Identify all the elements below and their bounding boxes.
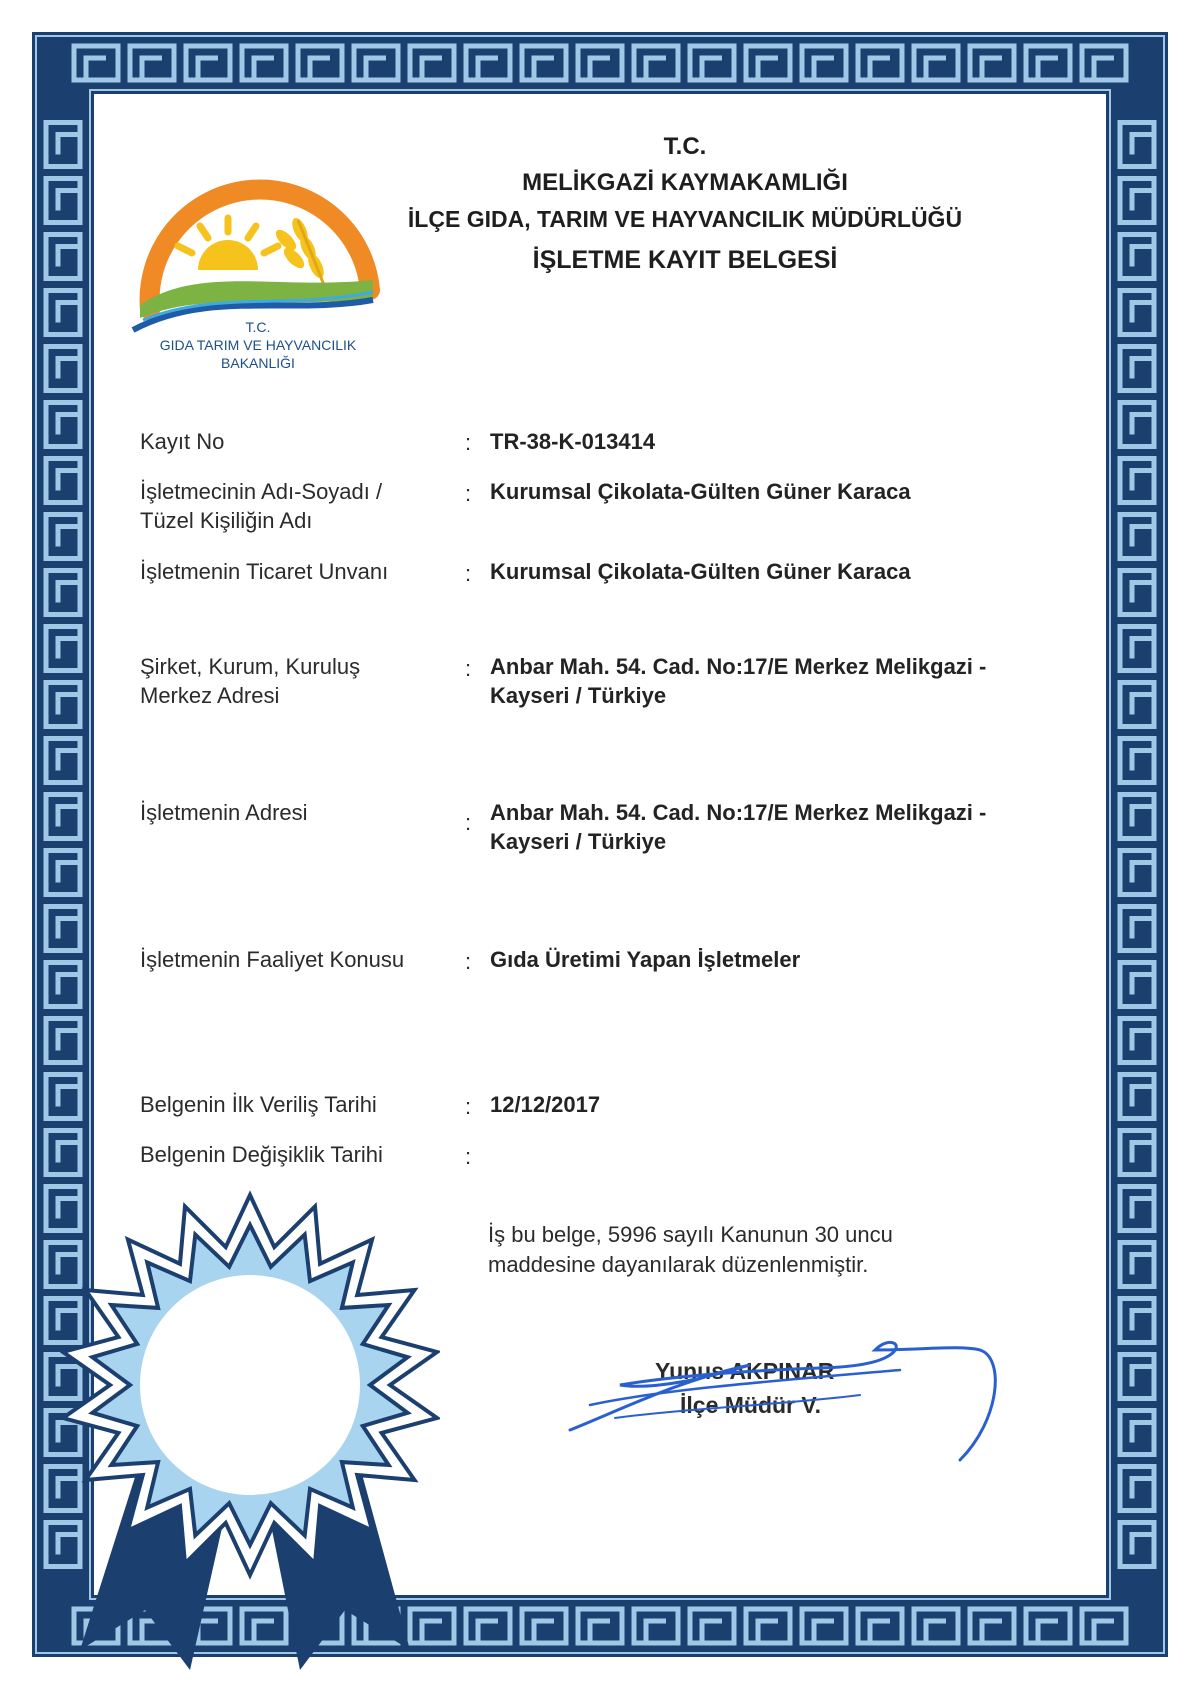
- value-merkez-adres-2: Kayseri / Türkiye: [490, 683, 667, 708]
- label-kayit-no: Kayıt No: [140, 429, 225, 454]
- label-degisiklik: Belgenin Değişiklik Tarihi: [140, 1142, 383, 1167]
- colon: :: [465, 1094, 472, 1119]
- header-mudurluk: İLÇE GIDA, TARIM VE HAYVANCILIK MÜDÜRLÜĞÜ: [407, 206, 963, 232]
- value-ticaret-unvani: Kurumsal Çikolata-Gülten Güner Karaca: [490, 559, 911, 584]
- value-merkez-adres-1: Anbar Mah. 54. Cad. No:17/E Merkez Melikgazi -: [490, 654, 987, 679]
- label-isletmeci-2: Tüzel Kişiliğin Adı: [140, 508, 313, 533]
- logo-caption: [128, 318, 388, 372]
- value-faaliyet: Gıda Üretimi Yapan İşletmeler: [490, 947, 801, 972]
- colon: :: [465, 810, 472, 835]
- label-isletmeci-1: İşletmecinin Adı-Soyadı /: [140, 479, 383, 504]
- label-isletme-adres: İşletmenin Adresi: [140, 800, 308, 825]
- colon: :: [465, 949, 472, 974]
- logo-caption-tc: T.C.: [245, 319, 271, 335]
- label-ticaret-unvani: İşletmenin Ticaret Unvanı: [140, 559, 389, 584]
- legal-note-line-1: İş bu belge, 5996 sayılı Kanunun 30 uncu: [488, 1222, 893, 1247]
- legal-note-line-2: maddesine dayanılarak düzenlenmiştir.: [488, 1252, 869, 1277]
- signatory-title: İlçe Müdür V.: [680, 1392, 822, 1418]
- label-ilk-verilis: Belgenin İlk Veriliş Tarihi: [140, 1092, 377, 1117]
- value-isletmeci: Kurumsal Çikolata-Gülten Güner Karaca: [490, 479, 911, 504]
- logo-caption-ministry: GIDA TARIM VE HAYVANCILIK: [159, 337, 357, 353]
- label-faaliyet: İşletmenin Faaliyet Konusu: [140, 947, 405, 972]
- colon: :: [465, 430, 472, 455]
- logo-caption-bakanlik: BAKANLIĞI: [221, 355, 295, 371]
- colon: :: [465, 656, 472, 681]
- value-ilk-verilis: 12/12/2017: [490, 1092, 601, 1117]
- rosette-seal: [60, 1180, 440, 1680]
- document-title: İŞLETME KAYIT BELGESİ: [532, 246, 838, 274]
- colon: :: [465, 481, 472, 506]
- value-kayit-no: TR-38-K-013414: [490, 429, 656, 454]
- header-tc: T.C.: [663, 133, 707, 160]
- label-merkez-adres-2: Merkez Adresi: [140, 683, 280, 708]
- signatory-name: Yunus AKPINAR: [655, 1358, 835, 1384]
- header-kaymakamlik: MELİKGAZİ KAYMAKAMLIĞI: [522, 169, 848, 196]
- colon: :: [465, 1144, 472, 1169]
- value-isletme-adres-1: Anbar Mah. 54. Cad. No:17/E Merkez Melikgazi -: [490, 800, 987, 825]
- label-merkez-adres-1: Şirket, Kurum, Kuruluş: [140, 654, 361, 679]
- value-isletme-adres-2: Kayseri / Türkiye: [490, 829, 667, 854]
- colon: :: [465, 561, 472, 586]
- legal-note: [488, 1220, 1008, 1280]
- handwritten-signature: [560, 1310, 1030, 1480]
